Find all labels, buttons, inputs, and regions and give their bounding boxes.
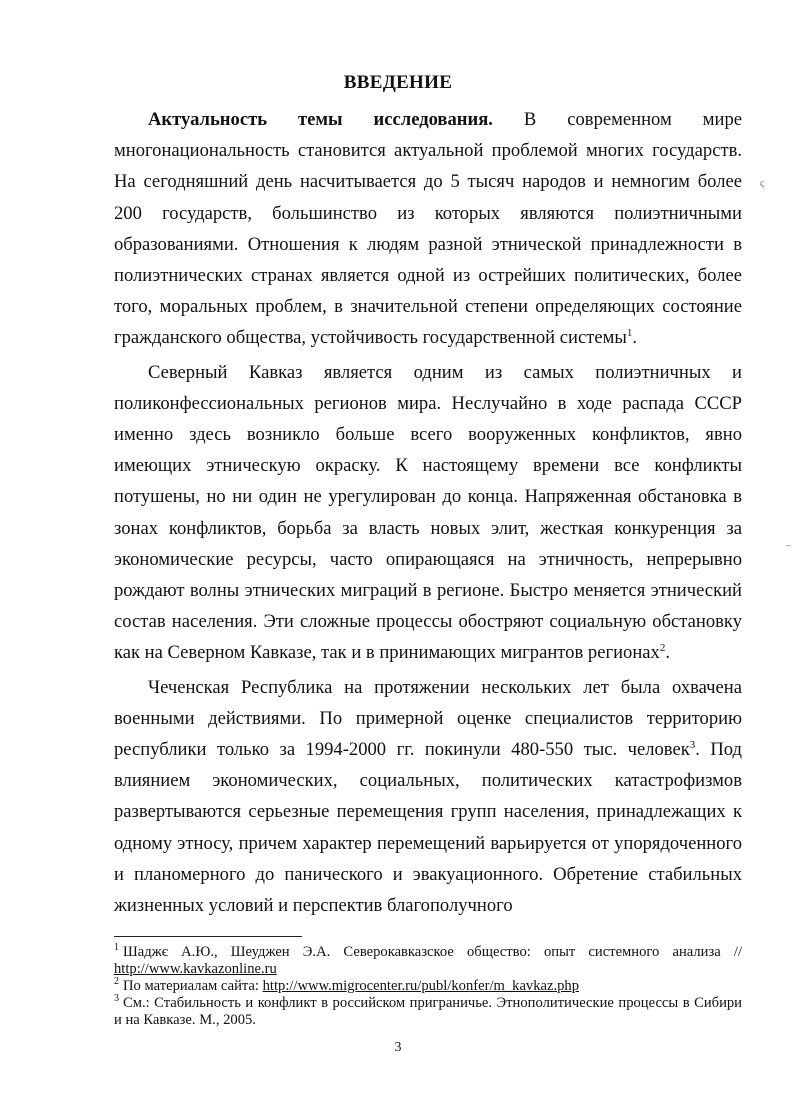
footnote-number: 2 xyxy=(114,976,119,988)
footnote-2 xyxy=(114,978,742,995)
margin-mark: – xyxy=(786,540,791,551)
paragraph-text: Чеченская Республика на протяжении нескольких лет была охвачена военными действиями. По примерной оценке специалистов территорию республики только за 1994-2000 гг. покинули 480-550 тыс. человек xyxy=(114,676,742,761)
footnote-text: См.: Стабильность и конфликт в российском приграничье. Этнополитические процессы в Сибири и на Кавказе. М., 2005. xyxy=(114,995,742,1028)
footnote-ref-2: 2 xyxy=(659,642,666,655)
paragraph-text: В современном мире многонациональность становится актуальной проблемой многих государств. На сегодняшний день насчитывается до 5 тысяч народов и немногим более 200 государств, большинство из которых являются полиэтничными образованиями. Отношения к людям разной этнической принадлежности в полиэтнических странах является одной из острейших политических, более того, моральных проблем, в значительной степени определяющих состояние гражданского общества, устойчивость государственной системы xyxy=(114,109,742,349)
paragraph-end: . Под влиянием экономических, социальных, политических катастрофизмов развертываются серьезные перемещения групп населения, принадлежащих к одному этносу, причем характер перемещений варьируется от упорядоченного и планомерного до панического и эвакуационного. Обретение стабильных жизненных условий и перспектив благополучного xyxy=(114,739,742,917)
footnote-number: 1 xyxy=(114,942,119,954)
page-number: 3 xyxy=(394,1040,402,1055)
footnote-ref-3: 3 xyxy=(689,738,696,751)
footnote-separator xyxy=(114,936,302,937)
footnote-ref-1: 1 xyxy=(626,327,633,340)
body-text xyxy=(114,104,742,921)
footnote-text: По материалам сайта: xyxy=(123,978,263,994)
paragraph-end: . xyxy=(632,327,637,349)
paragraph-text: Северный Кавказ является одним из самых полиэтничных и поликонфессиональных регионов мира. Неслучайно в ходе распада СССР именно здесь возникло больше всего вооруженных конфликтов, явно имеющих этническую окраску. К настоящему времени все конфликты потушены, но ни один не урегулирован до конца. Напряженная обстановка в зонах конфликтов, борьба за власть новых элит, жесткая конкуренция за экономические ресурсы, часто опирающаяся на этничность, непрерывно рождают волны этнических миграций в регионе. Быстро меняется этнический состав населения. Эти сложные процессы обостряют социальную обстановку как на Северном Кавказе, так и в принимающих мигрантов регионах xyxy=(114,361,742,664)
page-heading: ВВЕДЕНИЕ xyxy=(343,72,453,93)
paragraph-lead: Актуальность темы исследования. xyxy=(148,109,493,130)
footnote-1 xyxy=(114,944,742,978)
paragraph-2 xyxy=(114,357,742,669)
paragraph-3 xyxy=(114,672,742,922)
margin-mark: ς xyxy=(760,178,764,189)
footnotes xyxy=(114,944,742,1029)
footnote-3 xyxy=(114,995,742,1029)
paragraph-end: . xyxy=(665,642,670,664)
footnote-number: 3 xyxy=(114,993,119,1005)
footnote-link[interactable]: http://www.migrocenter.ru/publ/konfer/m_kavkaz.php xyxy=(262,978,580,994)
footnote-text: Шаджє А.Ю., Шеуджен Э.А. Северокавказское общество: опыт системного анализа // xyxy=(123,944,742,960)
paragraph-1 xyxy=(114,104,742,354)
footnote-link[interactable]: http://www.kavkazonline.ru xyxy=(114,961,277,977)
